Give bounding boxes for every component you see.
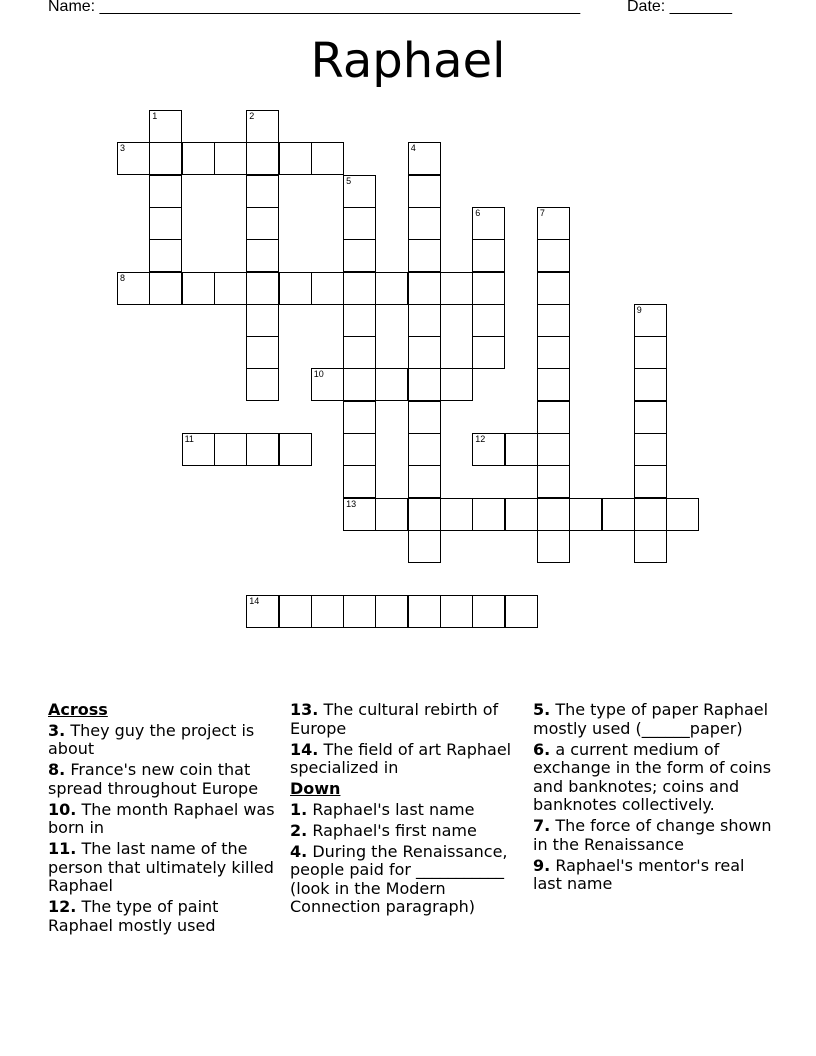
clue-number: 10.	[48, 799, 77, 819]
grid-cell[interactable]	[537, 465, 570, 498]
cell-number: 10	[313, 369, 324, 380]
grid-cell[interactable]	[311, 595, 344, 628]
clue-down-1	[290, 801, 522, 820]
clue-text: The type of paper Raphael mostly used (______paper)	[533, 700, 769, 738]
across-heading: Across	[48, 700, 108, 719]
cell-number: 13	[346, 498, 357, 509]
grid-cell[interactable]	[117, 272, 150, 305]
grid-cell[interactable]	[408, 207, 441, 240]
grid-cell[interactable]	[537, 239, 570, 272]
grid-cell[interactable]	[537, 498, 570, 531]
grid-cell[interactable]	[505, 498, 538, 531]
grid-cell[interactable]	[537, 530, 570, 563]
clue-column-2	[290, 701, 522, 919]
clue-text: Raphael's last name	[312, 799, 475, 819]
grid-cell[interactable]	[408, 272, 441, 305]
clue-number: 1.	[290, 799, 308, 819]
grid-cell[interactable]	[472, 304, 505, 337]
grid-cell[interactable]	[634, 336, 667, 369]
grid-cell[interactable]	[666, 498, 699, 531]
clue-column-1	[48, 701, 278, 938]
grid-cell[interactable]	[214, 272, 247, 305]
clue-down-9	[533, 857, 773, 894]
grid-cell[interactable]	[246, 336, 279, 369]
clue-text: During the Renaissance, people paid for ___________ (look in the Modern Connection paragraph)	[290, 841, 508, 916]
grid-cell[interactable]	[279, 142, 312, 175]
grid-cell[interactable]	[343, 498, 376, 531]
grid-cell[interactable]	[408, 304, 441, 337]
grid-cell[interactable]	[472, 595, 505, 628]
grid-cell[interactable]	[343, 368, 376, 401]
grid-cell[interactable]	[343, 465, 376, 498]
grid-cell[interactable]	[343, 175, 376, 208]
clue-across-8	[48, 761, 278, 798]
grid-cell[interactable]	[408, 368, 441, 401]
clue-across-14	[290, 741, 522, 778]
clue-number: 13.	[290, 700, 319, 719]
clue-number: 7.	[533, 816, 551, 835]
clue-text: Raphael's first name	[312, 820, 477, 840]
clue-down-6	[533, 741, 773, 815]
grid-cell[interactable]	[408, 336, 441, 369]
grid-cell[interactable]	[182, 272, 215, 305]
grid-cell[interactable]	[537, 368, 570, 401]
grid-cell[interactable]	[408, 595, 441, 628]
cell-number: 7	[539, 207, 545, 218]
grid-cell[interactable]	[246, 368, 279, 401]
grid-cell[interactable]	[343, 304, 376, 337]
clue-across-11	[48, 840, 278, 896]
grid-cell[interactable]	[634, 433, 667, 466]
clue-number: 4.	[290, 841, 308, 861]
grid-cell[interactable]	[117, 142, 150, 175]
clue-number: 3.	[48, 720, 66, 740]
grid-cell[interactable]	[505, 595, 538, 628]
grid-cell[interactable]	[311, 142, 344, 175]
grid-cell[interactable]	[440, 368, 473, 401]
clue-number: 12.	[48, 897, 77, 916]
grid-cell[interactable]	[634, 498, 667, 531]
grid-cell[interactable]	[149, 207, 182, 240]
date-field[interactable]: Date: _______	[627, 0, 732, 15]
grid-cell[interactable]	[472, 207, 505, 240]
grid-cell[interactable]	[311, 272, 344, 305]
grid-cell[interactable]	[149, 239, 182, 272]
grid-cell[interactable]	[472, 498, 505, 531]
clue-down-7	[533, 817, 773, 854]
cell-number: 8	[120, 272, 126, 283]
grid-cell[interactable]	[149, 272, 182, 305]
clue-number: 6.	[533, 739, 551, 759]
grid-cell[interactable]	[375, 595, 408, 628]
clue-text: The cultural rebirth of Europe	[290, 700, 499, 738]
grid-cell[interactable]	[375, 272, 408, 305]
grid-cell[interactable]	[246, 239, 279, 272]
grid-cell[interactable]	[182, 142, 215, 175]
grid-cell[interactable]	[408, 175, 441, 208]
grid-cell[interactable]	[311, 368, 344, 401]
name-field[interactable]: Name: ______________________________________________________	[48, 0, 581, 15]
grid-cell[interactable]	[472, 239, 505, 272]
grid-cell[interactable]	[214, 433, 247, 466]
grid-cell[interactable]	[375, 498, 408, 531]
clue-text: The last name of the person that ultimately killed Raphael	[48, 839, 274, 895]
grid-cell[interactable]	[343, 595, 376, 628]
clue-number: 9.	[533, 855, 551, 875]
grid-cell[interactable]	[537, 433, 570, 466]
clue-text: Raphael's mentor's real last name	[533, 855, 745, 893]
grid-cell[interactable]	[408, 530, 441, 563]
clue-text: The field of art Raphael specialized in	[290, 739, 512, 777]
cell-number: 3	[120, 143, 126, 154]
grid-cell[interactable]	[472, 272, 505, 305]
clue-text: The force of change shown in the Renaissance	[533, 816, 772, 854]
grid-cell[interactable]	[246, 175, 279, 208]
clue-number: 14.	[290, 739, 319, 759]
clue-text: France's new coin that spread throughout Europe	[48, 760, 259, 798]
down-heading: Down	[290, 779, 341, 798]
grid-cell[interactable]	[246, 110, 279, 143]
clue-across-13	[290, 701, 522, 738]
grid-cell[interactable]	[537, 272, 570, 305]
grid-cell[interactable]	[505, 433, 538, 466]
cell-number: 6	[475, 207, 481, 218]
clue-down-5	[533, 701, 773, 738]
clue-number: 2.	[290, 820, 308, 840]
grid-cell[interactable]	[279, 272, 312, 305]
grid-cell[interactable]	[182, 433, 215, 466]
grid-cell[interactable]	[472, 433, 505, 466]
grid-cell[interactable]	[343, 272, 376, 305]
clue-down-4	[290, 843, 522, 917]
cell-number: 4	[410, 143, 416, 154]
grid-cell[interactable]	[246, 272, 279, 305]
grid-cell[interactable]	[408, 142, 441, 175]
grid-cell[interactable]	[634, 401, 667, 434]
clue-number: 11.	[48, 839, 77, 858]
grid-cell[interactable]	[408, 498, 441, 531]
grid-cell[interactable]	[408, 465, 441, 498]
grid-cell[interactable]	[602, 498, 635, 531]
clue-across-12	[48, 898, 278, 935]
grid-cell[interactable]	[634, 465, 667, 498]
clue-text: a current medium of exchange in the form of coins and banknotes; coins and banknotes collectively.	[533, 739, 772, 814]
cell-number: 12	[475, 434, 486, 444]
grid-cell[interactable]	[375, 368, 408, 401]
grid-cell[interactable]	[343, 207, 376, 240]
clue-number: 5.	[533, 700, 551, 719]
grid-cell[interactable]	[634, 368, 667, 401]
cell-number: 1	[152, 111, 158, 121]
cell-number: 9	[636, 304, 642, 315]
grid-cell[interactable]	[408, 433, 441, 466]
grid-cell[interactable]	[343, 433, 376, 466]
page-title: Raphael	[310, 33, 506, 89]
grid-cell[interactable]	[537, 336, 570, 369]
grid-cell[interactable]	[440, 272, 473, 305]
grid-cell[interactable]	[214, 142, 247, 175]
grid-cell[interactable]	[149, 175, 182, 208]
grid-cell[interactable]	[246, 207, 279, 240]
grid-cell[interactable]	[472, 336, 505, 369]
cell-number: 2	[249, 111, 255, 121]
grid-cell[interactable]	[537, 401, 570, 434]
clue-text: They guy the project is about	[48, 720, 255, 758]
grid-cell[interactable]	[537, 304, 570, 337]
clue-down-2	[290, 822, 522, 841]
grid-cell[interactable]	[569, 498, 602, 531]
grid-cell[interactable]	[343, 239, 376, 272]
grid-cell[interactable]	[634, 304, 667, 337]
grid-cell[interactable]	[279, 433, 312, 466]
clue-column-3	[533, 701, 773, 896]
clue-text: The type of paint Raphael mostly used	[48, 897, 219, 935]
grid-cell[interactable]	[634, 530, 667, 563]
grid-cell[interactable]	[246, 595, 279, 628]
grid-cell[interactable]	[343, 401, 376, 434]
cell-number: 11	[184, 434, 194, 444]
clue-number: 8.	[48, 760, 66, 779]
grid-cell[interactable]	[246, 142, 279, 175]
grid-cell[interactable]	[343, 336, 376, 369]
grid-cell[interactable]	[408, 239, 441, 272]
clue-across-10	[48, 801, 278, 838]
grid-cell[interactable]	[537, 207, 570, 240]
cell-number: 5	[346, 175, 352, 186]
clue-across-3	[48, 722, 278, 759]
clue-text: The month Raphael was born in	[48, 799, 275, 837]
grid-cell[interactable]	[246, 304, 279, 337]
cell-number: 14	[249, 595, 260, 606]
grid-cell[interactable]	[279, 595, 312, 628]
grid-cell[interactable]	[149, 142, 182, 175]
grid-cell[interactable]	[440, 595, 473, 628]
grid-cell[interactable]	[246, 433, 279, 466]
grid-cell[interactable]	[440, 498, 473, 531]
grid-cell[interactable]	[408, 401, 441, 434]
grid-cell[interactable]	[149, 110, 182, 143]
